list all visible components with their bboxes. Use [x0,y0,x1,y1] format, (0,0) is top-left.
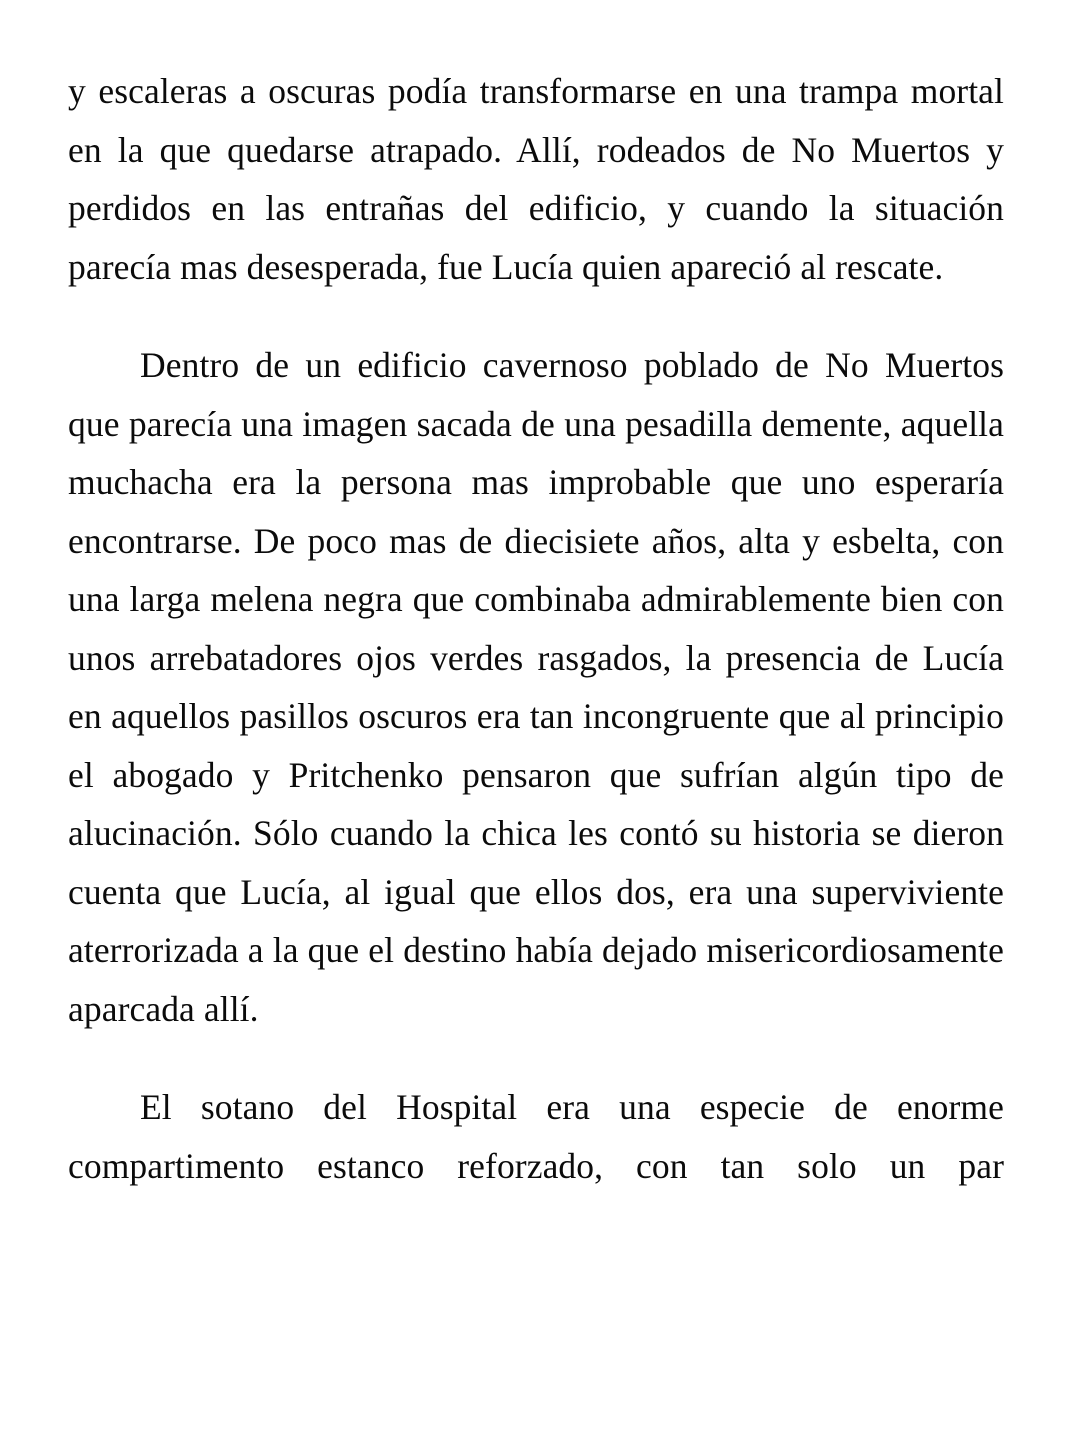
paragraph-3: El sotano del Hospital era una especie de enorme compartimento estanco reforzado, con tan solo un par [68,1087,1004,1186]
paragraph-2: Dentro de un edificio cavernoso poblado de No Muertos que parecía una imagen sacada de una pesadilla demente, aquella muchacha era la persona mas improbable que uno esperaría encontrarse. De poco mas de diecisiete años, alta y esbelta, con una larga melena negra que combinaba admirablemente bien con unos arrebatadores ojos verdes rasgados, la presencia de Lucía en aquellos pasillos oscuros era tan incongruente que al principio el abogado y Pritchenko pensaron que sufrían algún tipo de alucinación. Sólo cuando la chica les contó su historia se dieron cuenta que Lucía, al igual que ellos dos, era una superviviente aterrorizada a la que el destino había dejado misericordiosamente aparcada allí. [68,345,1004,1029]
page-body [68,62,1004,1254]
paragraph-1: y escaleras a oscuras podía transformarse en una trampa mortal en la que quedarse atrapado. Allí, rodeados de No Muertos y perdidos en las entrañas del edificio, y cuando la situación parecía mas desesperada, fue Lucía quien apareció al rescate. [68,71,1004,287]
